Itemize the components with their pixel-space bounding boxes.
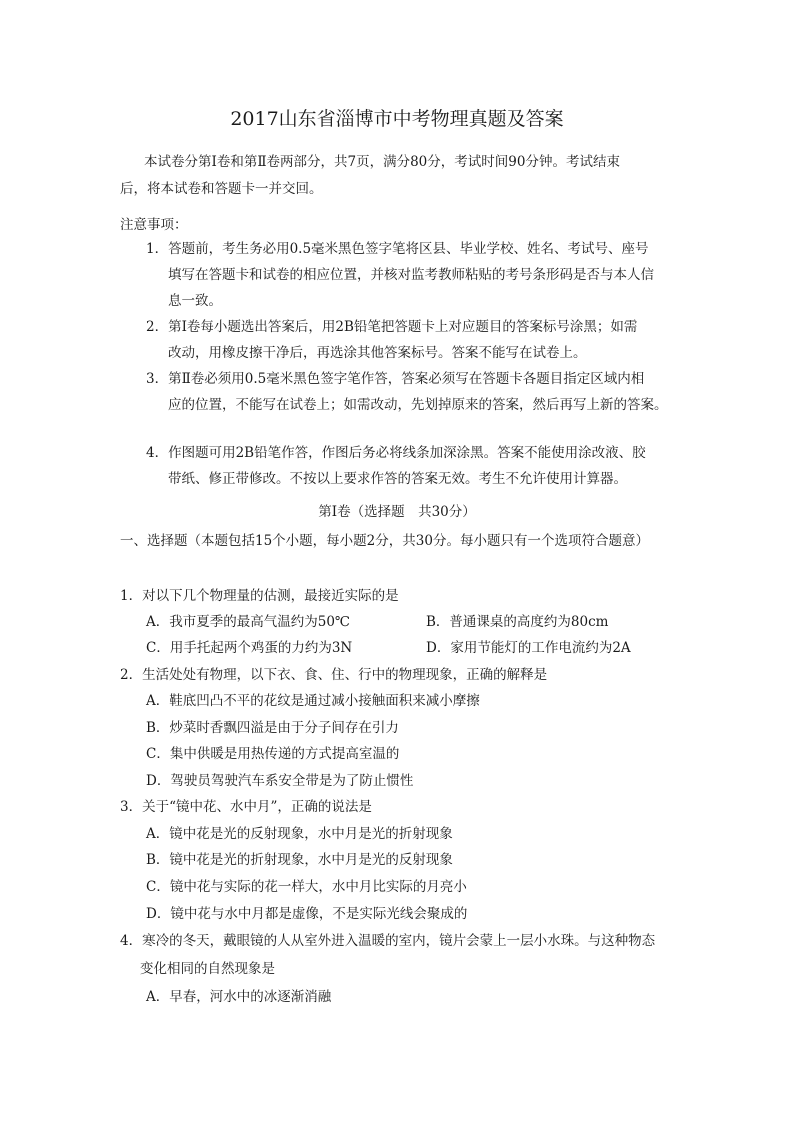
question-4-stem-line-1: 4．寒冷的冬天，戴眼镜的人从室外进入温暖的室内，镜片会蒙上一层小水珠。与这种物态 [120,933,656,949]
question-3-option-b: B．镜中花是光的折射现象，水中月是光的反射现象 [146,852,453,868]
section-1-heading: 一、选择题（本题包括15个小题，每小题2分，共30分。每小题只有一个选项符合题意） [120,533,649,549]
question-3-stem: 3．关于“镜中花、水中月”，正确的说法是 [120,799,372,815]
question-2-option-a: A．鞋底凹凸不平的花纹是通过减小接触面积来减小摩擦 [146,693,480,709]
note-2-line-1: 2．第Ⅰ卷每小题选出答案后，用2B铅笔把答题卡上对应题目的答案标号涂黑；如需 [146,319,638,335]
note-2-line-2: 改动，用橡皮擦干净后，再选涂其他答案标号。答案不能写在试卷上。 [168,345,587,361]
question-2-option-b: B．炒菜时香飘四溢是由于分子间存在引力 [146,720,399,736]
question-1-option-d: D．家用节能灯的工作电流约为2A [426,640,631,656]
note-4-line-2: 带纸、修正带修改。不按以上要求作答的答案无效。考生不允许使用计算器。 [168,471,627,487]
question-2-stem: 2．生活处处有物理，以下衣、食、住、行中的物理现象，正确的解释是 [120,667,548,683]
note-3-line-1: 3．第Ⅱ卷必须用0.5毫米黑色签字笔作答，答案必须写在答题卡各题目指定区域内相 [146,371,645,387]
note-1-line-3: 息一致。 [168,293,222,309]
notes-heading: 注意事项： [120,217,188,233]
note-4-line-1: 4．作图题可用2B铅笔作答，作图后务必将线条加深涂黑。答案不能使用涂改液、胶 [146,445,646,461]
intro-line-1: 本试卷分第Ⅰ卷和第Ⅱ卷两部分，共7页，满分80分，考试时间90分钟。考试结束 [144,154,620,170]
question-1-option-a: A．我市夏季的最高气温约为50℃ [146,614,351,630]
question-1-option-b: B．普通课桌的高度约为80cm [426,614,609,630]
question-3-option-c: C．镜中花与实际的花一样大，水中月比实际的月亮小 [146,879,467,895]
question-2-option-c: C．集中供暖是用热传递的方式提高室温的 [146,746,400,762]
question-1-option-c: C．用手托起两个鸡蛋的力约为3N [146,640,353,656]
question-4-stem-line-2: 变化相同的自然现象是 [140,961,275,977]
question-4-option-a: A．早春，河水中的冰逐渐消融 [146,989,332,1005]
intro-line-2: 后，将本试卷和答题卡一并交回。 [120,181,323,197]
document-title: 2017山东省淄博市中考物理真题及答案 [230,108,564,130]
note-3-line-2: 应的位置，不能写在试卷上；如需改动，先划掉原来的答案，然后再写上新的答案。 [168,397,668,413]
note-1-line-1: 1．答题前，考生务必用0.5毫米黑色签字笔将区县、毕业学校、姓名、考试号、座号 [146,241,649,257]
question-3-option-d: D．镜中花与水中月都是虚像，不是实际光线会聚成的 [146,906,468,922]
question-3-option-a: A．镜中花是光的反射现象，水中月是光的折射现象 [146,826,453,842]
question-2-option-d: D．驾驶员驾驶汽车系安全带是为了防止惯性 [146,773,414,789]
part-1-heading: 第Ⅰ卷（选择题 共30分） [318,504,476,520]
question-1-stem: 1．对以下几个物理量的估测，最接近实际的是 [120,588,399,604]
note-1-line-2: 填写在答题卡和试卷的相应位置，并核对监考教师粘贴的考号条形码是否与本人信 [168,267,654,283]
